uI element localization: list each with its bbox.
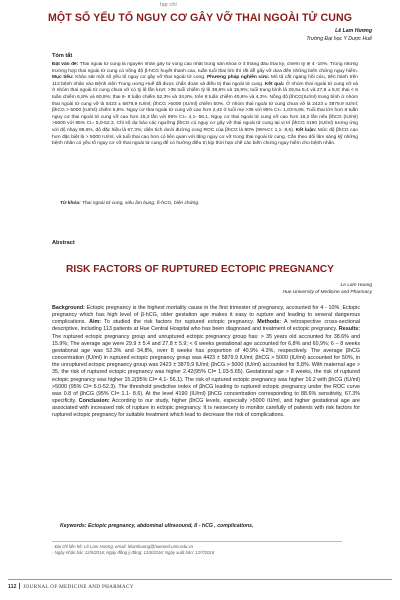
- vn-keywords: [60, 201, 358, 206]
- en-keywords-text: Ectopic pregnancy, abdominal ultrasound, ß - hCG , complications.: [86, 523, 254, 529]
- en-keywords-label: Keywords:: [60, 523, 87, 529]
- en-affiliation: Hue University of Medicine and Pharmacy: [282, 290, 372, 295]
- footer-row: [8, 583, 134, 590]
- journal-name: JOURNAL OF MEDICINE AND PHARMACY: [23, 584, 134, 590]
- vn-lead-results: Kết quả:: [264, 81, 285, 87]
- en-lead-results: Results:: [338, 326, 360, 333]
- note-dates: - Ngày nhận bài: 12/5/2016; Ngày đồng ý đăng: 12/6/2016; Ngày xuất bản: 12/7/2016: [52, 550, 215, 555]
- vn-lead-methods: Phương pháp nghiên cứu:: [206, 75, 270, 81]
- vn-author: Lê Lam Hương: [335, 28, 372, 34]
- vn-lead-conclusion: Kết luận:: [295, 127, 317, 133]
- vn-text-conclusion: Mức độ βhCG cao hơn đặc biệt là > 5000 IU/ml, và tuổi thai cao hơn có liên quan với tăng nguy cơ vỡ trong thai ngoài tử cung. Cần theo dõi lâm sàng kỹ những bệnh nhân có yếu tố nguy cơ vỡ thai ngoài tử cung để có hướng điều trị kịp thời hạn chế các biến chứng nguy hiểm cho bệnh nhân.: [52, 127, 358, 147]
- page-footer: [8, 579, 392, 590]
- en-abstract-body: [52, 305, 360, 521]
- vn-text-background: Thai ngoài tử cung là nguyên nhân gây tử vong cao nhất trong sản khoa ở 3 tháng đầu thai kỳ, chiếm tỷ lệ 4 -10%. Trong những trường hợp thai ngoài tử cung có nồng độ β-hCG huyết thanh cao, tuần tuổi thai lớn thì rất dễ gây vỡ dưa đến những biến chứng nguy hiểm.: [52, 62, 358, 74]
- vn-abstract-body: [52, 62, 358, 200]
- en-lead-background: Background:: [52, 305, 85, 311]
- en-lead-methods: Methods:: [257, 319, 282, 326]
- footer-divider: [19, 583, 20, 589]
- en-keywords: [60, 523, 360, 529]
- en-title: RISK FACTORS OF RUPTURED ECTOPIC PREGNANCY: [66, 264, 334, 275]
- en-author: Le Lam Huong: [340, 283, 372, 288]
- vn-text-results: Ở nhóm thai ngoài tử cung vỡ và ở nhóm thai ngoài tử cung chưa vỡ có tỷ lệ lần lượt: >35 tuổi chiếm tỷ lệ 38,6% và 15,9%; tuổi trung bình là 29,9± 5,4 và 27,8 ± 5,9; thai < 6 tuần chiếm 6,8% và 60,9%; thai 6- 8 tuần chiếm 52,3% và 34,8%, trên 8 tuần chiếm 40,9% và 4,3%. Nồng độ βhCG(IU/ml) trung bình ở nhóm thai ngoài tử cung vỡ là 5423 ± 5879,9 IU/ml; βhCG >5000 (IU/ml) chiếm 50%. Ở nhóm thai ngoài tử cung chưa vỡ là 2423 ± 3879,9 IU/ml; βhCG > 5000 (IU/ml) chiếm 5,8%. Nguy cơ thai ngoài tử cung vỡ cao hơn 2,42 ở tuổi mẹ >35 với 95% CI= 1,03-5,65. Tuổi thai lớn hơn 8 tuần nguy cơ thai ngoài tử cung vỡ cao hơn 15,2 lần với 95% CI= 4,1- 56,1. Nguy cơ thai ngoài tử cung vỡ cao hơn 16,2 lần nếu βhCG (IU/ml) >5000 với 95% CI= 5,0-52,3. Chỉ số dự báo các ngưỡng βhCG có nguy cơ gây vỡ thai ngoài tử cung tại vị trí βhCG 4190 (IU/ml) tương ứng với độ nhạy 88,6%, độ đặc hiệu là 67,3%; diện tích dưới đường cong ROC của βhCG là 80% (95%CI: 1,1- 8,6).: [52, 81, 358, 133]
- vn-lead-aim: Mục tiêu:: [52, 75, 74, 81]
- vn-affiliation: Trường Đại học Y Dược Huế: [306, 36, 372, 42]
- correspondence-notes: [52, 541, 342, 556]
- en-text-aim: To studied the risk factors for ruptured ectopic pregnancy.: [101, 319, 258, 326]
- header-mark: tạp chí: [160, 2, 178, 8]
- en-text-results: The ruptured ectopic pregnancy group and unruptured ectopic pregnancy group has: > 35 years old accounted for 38.6% and 15.9%; The average age were 29.9 ± 5.4 and 27.8 ± 5.9; < 6 weeks gestational age accounted for 6,8% and 60,9%; 6 – 8 weeks gestational age was 52.3% and 34.8%, over 8 weeks has proportion of 40.9% 4.3%, respectively. The average βhCG concentration (IU/ml) in ruptured ectopic pregnancy group was 4423 ± 5879.9 IU/ml; βhCG > 5000 (IU/ml) accounted for 50%, in the unruptured ectopic pregnancy group was 2423 ± 3879,9 IU/ml; βhCG > 5000 (IU/ml) accounted for 5,8%. With maternal age > 35, the risk of ruptured ectopic pregnancy was higher 2.42(95% CI= 1.03-5.65). Gestational age > 8 weeks, the risk of ruptured ectopic pregnancy was higher 15.2(95% CI= 4.1- 56.1). The risk of ruptured ectopic pregnancy was higher 16.2 with βhCG (IU/ml) >5000 (95% CI= 5.0-52.3). The threshold predictive index of βhCG leading to ruptured ectopic pregnancy under the ROC curve was 0.8 of βhCG (95% CI= 1.1- 8.6). At the level 4190 (IU/ml) βhCG concentration corresponding to 88.6% sensitivity, 67.3% specificity.: [52, 333, 360, 405]
- vn-title: MỘT SỐ YẾU TỐ NGUY CƠ GÂY VỠ THAI NGOÀI TỬ CUNG: [47, 12, 353, 24]
- en-text-methods: A retrospective cross-sectional descriptive, including 113 patients at Hue Central Hospital who has been diagnosed and treatment of ectopic pregnancy.: [52, 319, 360, 333]
- vn-lead-background: Đặt vấn đề:: [52, 62, 79, 67]
- vn-keywords-label: Từ khóa:: [60, 201, 81, 206]
- vn-abstract-heading: Tóm tắt: [52, 53, 73, 59]
- vn-keywords-text: Thai ngoài tử cung, siêu âm bụng, ß-hCG, biến chứng.: [80, 201, 200, 206]
- note-contact: - Địa chỉ liên hệ: Lê Lam Hương, email: lelamhuong@huemed-univ.edu.vn: [52, 544, 193, 549]
- en-text-conclusion: According to our study, higher βhCG levels, especially >5000 IU/ml, and higher gestational age are associated with increased risk of rupture in ectopic pregnancy. It is nessecery to monitor carefully of patients with risk factors for ruptured ectopic pregnancy for suitable treatment which lead to decrease the risk of complications.: [52, 398, 360, 419]
- en-lead-aim: Aim:: [89, 319, 101, 326]
- en-abstract-heading: Abstract: [52, 240, 75, 246]
- en-text-background: Ectopic pregnancy is the highest mortality cause in the first trimester of pregnancy, accounted for 4 - 10%. Ectopic pregnancy which has high level of β-hCG, older gestation age makes it easy to rupture and leading to several dangerous complications.: [52, 305, 360, 326]
- page-number: 112: [8, 584, 17, 590]
- vn-text-methods: Mô tả cắt ngang hồi cứu, tiến hành trên 113 bệnh nhân vào Bệnh viện Trung ương Huế đã được chẩn đoán và điều trị thai ngoài tử cung.: [52, 75, 358, 87]
- vn-text-aim: Khảo sát một số yếu tố nguy cơ gây vỡ thai ngoài tử cung.: [73, 75, 207, 81]
- en-lead-conclusion: Conclusion:: [78, 398, 110, 405]
